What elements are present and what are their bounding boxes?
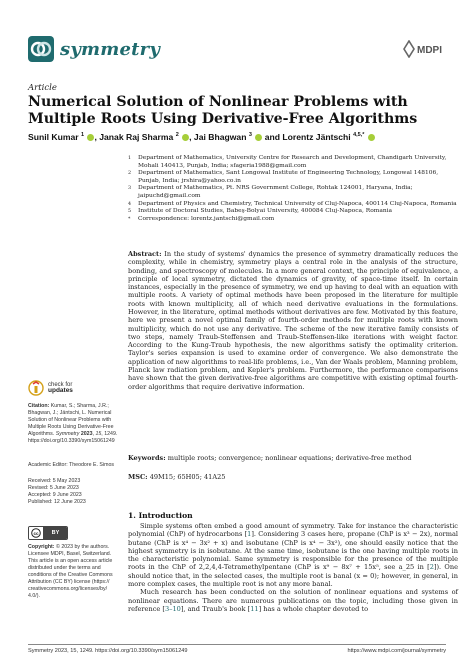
reference-link[interactable]: 2: [429, 563, 434, 572]
section-heading: 1. Introduction: [128, 511, 193, 520]
citation-label: Citation:: [28, 403, 50, 409]
abstract-label: Abstract:: [128, 250, 162, 258]
mdpi-logo-icon: [400, 40, 446, 58]
check-updates-icon: [28, 380, 44, 396]
cc-icon: [29, 527, 44, 539]
msc-label: MSC:: [128, 473, 148, 481]
keywords-label: Keywords:: [128, 454, 166, 462]
citation-year: 2023: [80, 431, 93, 438]
keywords-text: multiple roots; convergence; nonlinear equations; derivative-free method: [167, 454, 412, 462]
paragraph: Much research has been conducted on the solution of nonlinear equations and systems of nonlinear equations. There are numerous publications on the topic, including those given in reference [3–10], and Traub's book [11] has a whole chapter devoted to: [128, 588, 458, 613]
affiliation-item: 5 Institute of Doctoral Studies, Babeş-Bolyai University, 400084 Cluj-Napoca, Romania: [128, 208, 393, 215]
svg-text:cc: cc: [33, 531, 39, 536]
author-name[interactable]: Jai Bhagwan: [193, 132, 247, 142]
article-type: Article: [28, 83, 57, 93]
date-revised: Revised: 5 June 2023: [28, 485, 79, 492]
date-accepted: Accepted: 9 June 2023: [28, 492, 82, 499]
citation-journal: Symmetry: [55, 431, 80, 438]
journal-logo[interactable]: [28, 36, 160, 62]
author-affil-mark: 3: [248, 132, 252, 139]
author-affil-mark: 2: [175, 132, 179, 139]
citation-text: Kumar, S.; Sharma, J.R.; Bhagwan, J.; Jäntschi, L. Numerical Solution of Nonlinear Problems with Multiple Roots Using Derivative-Free Algorithms.: [28, 403, 114, 438]
copyright-text: © 2023 by the authors. Licensee MDPI, Basel, Switzerland. This article is an open access article distributed under the terms and conditions of the Creative Commons Attribution (CC BY) license (https:// creativecommons.org/licenses/by/ 4.0/).: [28, 544, 113, 600]
check-for-updates[interactable]: [28, 380, 73, 396]
cc-by-label: BY: [44, 527, 67, 539]
journal-name: symmetry: [60, 38, 160, 60]
symmetry-logo-icon: [28, 36, 54, 62]
check-updates-line1: check for: [48, 381, 73, 388]
date-received: Received: 5 May 2023: [28, 478, 81, 484]
citation-block: Citation: Kumar, S.; Sharma, J.R.; Bhagwan, J.; Jäntschi, L. Numerical Solution of Nonlinear Problems with Multiple Roots Using Derivative-Free Algorithms. Symmetry 2023, 15, 1249. https://doi.org/10.3390/sym15061249: [28, 403, 118, 445]
reference-link[interactable]: 1: [247, 530, 252, 539]
abstract-text: In the study of systems' dynamics the presence of symmetry dramatically reduces the complexity, while in chemistry, symmetry plays a central role in the analysis of the structure, bonding, and spectroscopy of molecules. In a more general context, the principle of equivalence, a principle of local symmetry, dictated the dynamics of gravity, of space-time itself. In certain instances, especially in the presence of symmetry, we end up having to deal with an equation with multiple roots. A variety of optimal methods have been proposed in the literature for multiple roots with known multiplicity, all of which need derivative evaluations in the formulations. However, in the literature, optimal methods without derivatives are few. Motivated by this feature, here we present a novel optimal family of fourth-order methods for multiple roots with known multiplicity, which do not use any derivative. The scheme of the new iterative family consists of two steps, namely Traub-Steffensen and Traub-Steffensen-like iterations with weight factor. According to the Kung-Traub hypothesis, the new algorithms satisfy the optimality criterion. Taylor's series expansion is used to examine order of convergence. We also demonstrate the application of new algorithms to real-life problems, i.e., Van der Waals problem, Manning problem, Planck law radiation problem, and Kepler's problem. Furthermore, the performance comparisons have shown that the given derivative-free algorithms are competitive with existing optimal fourth-order algorithms that require derivative information.: [128, 250, 458, 391]
date-published: Published: 12 June 2023: [28, 499, 86, 506]
author-affil-mark: 4,5,*: [353, 132, 365, 139]
paper-title: Numerical Solution of Nonlinear Problems with Multiple Roots Using Derivative-Free Algorithms: [28, 94, 418, 127]
copyright-block: [28, 544, 120, 600]
footer-citation[interactable]: Symmetry 2023, 15, 1249. https://doi.org/10.3390/sym15061249: [28, 648, 188, 654]
introduction-body: [128, 522, 458, 613]
author-name[interactable]: Janak Raj Sharma: [99, 132, 174, 142]
msc-codes: [128, 473, 458, 481]
copyright-label: Copyright:: [28, 544, 55, 550]
citation-volume: 15: [95, 431, 102, 438]
academic-editor: Academic Editor: Theodore E. Simos: [28, 462, 114, 468]
reference-link[interactable]: 3–10: [164, 604, 181, 613]
paragraph: Simple systems often embed a good amount of symmetry. Take for instance the characteristic polynomial (ChP) of hydrocarbons [1]. Considering 3 cases here, propane (ChP is x³ − 2x), normal butane (ChP is x⁴ − 3x² + x) and isobutane (ChP is x⁴ − 3x²), one should easily notice that the highest symmetry is in isobutane. At the same time, isobutane is the one having multiple roots in the characteristic polynomial. Same symmetry is responsible for the presence of the multiple roots in the ChP of 2,2,4,4-Tetramethylpentane (ChP is x⁹ − 8x⁷ + 15x⁵, see a_25 in [2]). One should notice that, in the selected cases, the multiple root is banal (x = 0); however, in general, in more complex cases, the multiple root is not any more banal.: [128, 522, 459, 589]
abstract: [128, 250, 458, 391]
author-name[interactable]: Lorentz Jäntschi: [282, 132, 351, 142]
cc-by-license-badge[interactable]: [28, 526, 68, 540]
reference-link[interactable]: 11: [250, 604, 259, 613]
affiliation-item: 2 Department of Mathematics, Sant Longowal Institute of Engineering Technology, Longowal 148106, Punjab, India; jrshira@yahoo.co.in: [128, 170, 439, 184]
author-affil-mark: 1: [81, 132, 85, 139]
orcid-icon[interactable]: [368, 134, 375, 141]
keywords: [128, 454, 458, 462]
affiliation-item: 4 Department of Physics and Chemistry, Technical University of Cluj-Napoca, 400114 Cluj-Napoca, Romania: [128, 200, 457, 207]
correspondence: * Correspondence: lorentz.jantschi@gmail.com: [128, 215, 275, 222]
publication-dates: [28, 478, 120, 506]
affiliation-item: 3 Department of Mathematics, Pt. NRS Government College, Rohtak 124001, Haryana, India; jaipuchd@gmail.com: [128, 185, 413, 199]
citation-doi[interactable]: , 1249. https://doi.org/10.3390/sym15061249: [28, 431, 118, 445]
author-name[interactable]: Sunil Kumar: [28, 132, 79, 142]
footer-journal-url[interactable]: https://www.mdpi.com/journal/symmetry: [347, 648, 446, 654]
affiliations: [128, 155, 458, 223]
svg-text:MDPI: MDPI: [417, 45, 442, 56]
author-list: Sunil Kumar $^1$ , Janak Raj Sharma $^2$ , Jai Bhagwan $^3$ and Lorentz Jäntschi $^{4,5,*}$: [28, 132, 375, 142]
publisher-logo[interactable]: [400, 40, 446, 58]
affiliation-item: 1 Department of Mathematics, University Centre for Research and Development, Chandigarh University, Mohali 140413, Punjab, India; sfageria1988@gmail.com: [128, 155, 447, 169]
msc-text: 49M15; 65H05; 41A25: [149, 473, 226, 481]
footer-divider: [28, 644, 446, 645]
check-updates-line2: updates: [48, 387, 73, 394]
